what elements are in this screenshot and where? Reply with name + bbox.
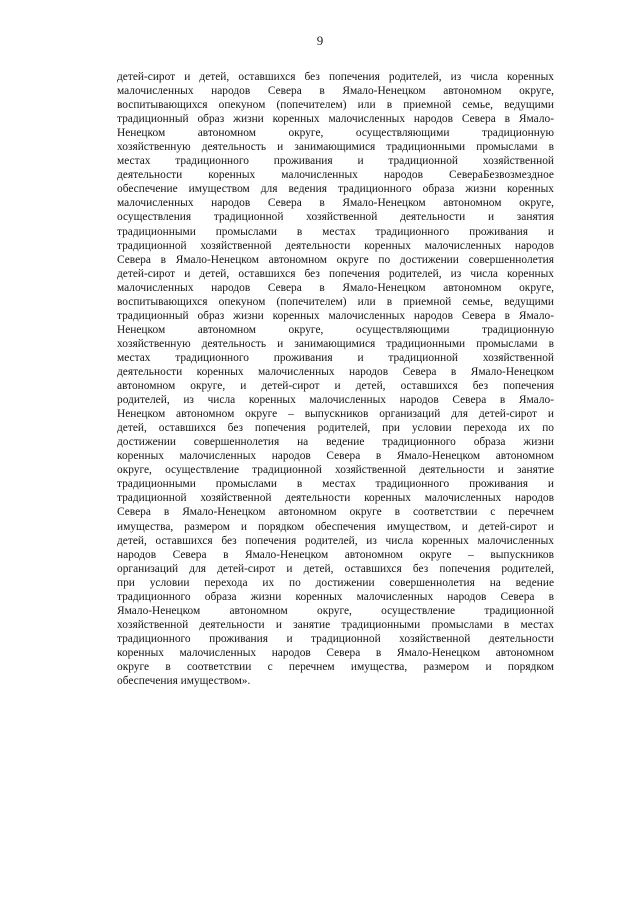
text-line: коренных малочисленных народов Севера в Ямало-Ненецком автономном xyxy=(117,646,554,659)
text-line: коренных малочисленных народов Севера в Ямало-Ненецком автономном xyxy=(117,450,554,463)
text-line: обеспечение имуществом для ведения традиционного образа жизни коренных xyxy=(117,183,554,196)
text-line: местах традиционного проживания и традиционной хозяйственной xyxy=(117,155,554,168)
text-line: народов Севера в Ямало-Ненецком автономном округе – выпускников xyxy=(117,548,554,561)
text-line: хозяйственную деятельность и занимающимися традиционными промыслами в xyxy=(117,337,554,350)
text-line: хозяйственную деятельность и занимающимися традиционными промыслами в xyxy=(117,141,554,154)
text-line: традиционными промыслами в местах традиционного проживания и xyxy=(117,478,554,491)
text-line: родителей, из числа коренных малочисленных народов Севера в Ямало- xyxy=(117,394,554,407)
text-line: достижении совершеннолетия на ведение традиционного образа жизни xyxy=(117,436,554,449)
text-line: автономном округе, и детей-сирот и детей, оставшихся без попечения xyxy=(117,380,554,393)
text-line: традиционной хозяйственной деятельности коренных малочисленных народов xyxy=(117,239,554,252)
page-number: 9 xyxy=(316,33,324,48)
text-line: округе в соответствии с перечнем имущества, размером и порядком xyxy=(117,660,554,673)
text-line: деятельности коренных малочисленных народов СевераБезвозмездное xyxy=(117,169,554,182)
text-line: местах традиционного проживания и традиционной хозяйственной xyxy=(117,351,554,364)
text-line: деятельности коренных малочисленных народов Севера в Ямало-Ненецком xyxy=(117,365,554,378)
text-line: хозяйственной деятельности и занятие традиционными промыслами в местах xyxy=(117,618,554,631)
text-line: традиционной хозяйственной деятельности коренных малочисленных народов xyxy=(117,492,554,505)
text-line: малочисленных народов Севера в Ямало-Ненецком автономном округе, xyxy=(117,281,554,294)
text-line: Ненецком автономном округе – выпускников организаций для детей-сирот и xyxy=(117,408,554,421)
text-line: традиционный образ жизни коренных малочисленных народов Севера в Ямало- xyxy=(117,113,554,126)
text-line: детей, оставшихся без попечения родителей, при условии перехода их по xyxy=(117,422,554,435)
text-line: традиционного проживания и традиционной хозяйственной деятельности xyxy=(117,632,554,645)
text-line: округе, осуществление традиционной хозяйственной деятельности и занятие xyxy=(117,464,554,477)
text-line: традиционного образа жизни коренных малочисленных народов Севера в xyxy=(117,590,554,603)
text-line: Ямало-Ненецком автономном округе, осуществление традиционной xyxy=(117,604,554,617)
text-line: Севера в Ямало-Ненецком автономном округе по достижении совершеннолетия xyxy=(117,253,554,266)
text-line: организаций для детей-сирот и детей, оставшихся без попечения родителей, xyxy=(117,562,554,575)
text-line: воспитывающихся опекуном (попечителем) или в приемной семье, ведущими xyxy=(117,99,554,112)
text-line: детей, оставшихся без попечения родителей, из числа коренных малочисленных xyxy=(117,534,554,547)
text-line: обеспечения имуществом». xyxy=(117,675,251,688)
text-line: малочисленных народов Севера в Ямало-Ненецком автономном округе, xyxy=(117,197,554,210)
body-paragraph xyxy=(117,70,554,688)
text-line: имущества, размером и порядком обеспечения имуществом, и детей-сирот и xyxy=(117,520,554,533)
text-line: Ненецком автономном округе, осуществляющими традиционную xyxy=(117,323,554,336)
text-line: традиционный образ жизни коренных малочисленных народов Севера в Ямало- xyxy=(117,309,554,322)
text-line: детей-сирот и детей, оставшихся без попечения родителей, из числа коренных xyxy=(117,71,554,83)
text-line: воспитывающихся опекуном (попечителем) или в приемной семье, ведущими xyxy=(117,295,554,308)
text-line: Севера в Ямало-Ненецком автономном округе в соответствии с перечнем xyxy=(117,506,554,519)
text-line: малочисленных народов Севера в Ямало-Ненецком автономном округе, xyxy=(117,85,554,98)
text-line: детей-сирот и детей, оставшихся без попечения родителей, из числа коренных xyxy=(117,267,554,280)
text-line: при условии перехода их по достижении совершеннолетия на ведение xyxy=(117,576,554,589)
text-line: осуществления традиционной хозяйственной деятельности и занятия xyxy=(117,211,554,224)
text-line: традиционными промыслами в местах традиционного проживания и xyxy=(117,225,554,238)
text-line: Ненецком автономном округе, осуществляющими традиционную xyxy=(117,127,554,140)
